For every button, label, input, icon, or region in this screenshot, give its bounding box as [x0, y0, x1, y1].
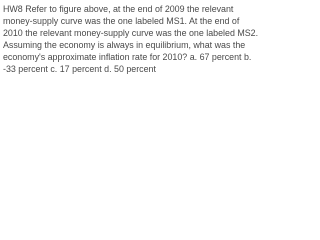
- question-card: [0, 0, 262, 79]
- question-text: HW8 Refer to figure above, at the end of 2009 the relevant money-supply curve was the one labeled MS1. At the end of 2010 the relevant money-supply curve was the one labeled MS2. Assuming the economy is always in equilibrium, what was the economy's approximate inflation rate for 2010? a. 67 percent b. -33 percent c. 17 percent d. 50 percent: [3, 4, 259, 74]
